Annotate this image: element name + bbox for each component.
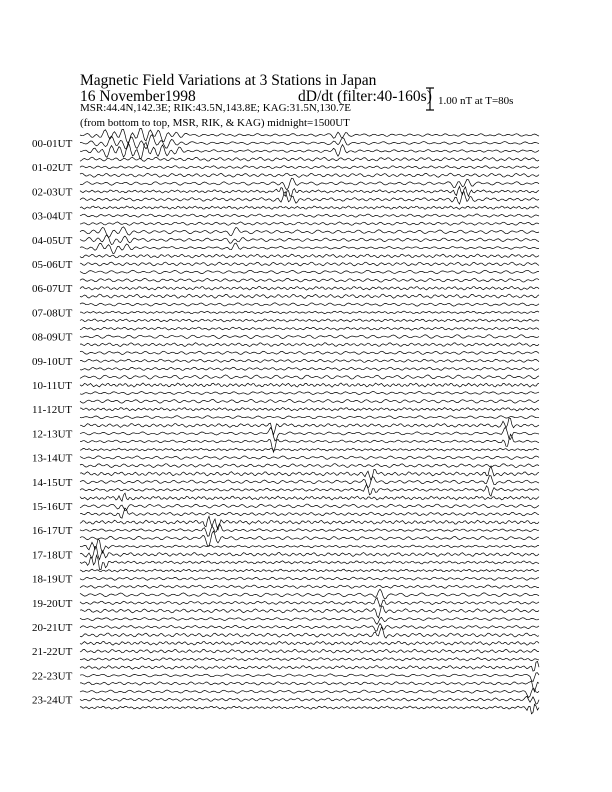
trace-row (32, 254, 539, 274)
row-label: 02-03UT (32, 186, 73, 199)
trace-kag (80, 627, 539, 638)
trace-row (32, 688, 539, 714)
row-label: 07-08UT (32, 307, 73, 320)
trace-kag (80, 367, 539, 370)
trace-row (32, 128, 539, 158)
trace-rik (80, 214, 539, 217)
row-label: 15-16UT (32, 501, 73, 513)
scale-bar (426, 88, 434, 110)
trace-rik (80, 235, 539, 245)
trace-rik (80, 623, 539, 631)
trace-kag (80, 508, 539, 518)
trace-kag (80, 343, 539, 347)
trace-msr (80, 493, 539, 501)
trace-kag (80, 434, 539, 452)
trace-row (32, 569, 539, 588)
row-label: 01-02UT (32, 162, 73, 175)
trace-rik (80, 408, 539, 411)
trace-rik (80, 649, 539, 653)
trace-row (32, 375, 539, 395)
trace-kag (80, 464, 539, 468)
trace-rik (80, 504, 539, 510)
trace-row (32, 303, 539, 322)
row-label: 16-17UT (32, 525, 73, 538)
trace-rik (80, 335, 539, 339)
trace-msr (80, 516, 539, 530)
trace-row (32, 206, 539, 225)
row-label: 00-01UT (32, 138, 73, 150)
trace-msr (80, 254, 539, 258)
row-label: 09-10UT (32, 355, 73, 368)
trace-kag (80, 484, 539, 496)
trace-kag (80, 658, 539, 661)
row-label: 21-22UT (32, 646, 73, 659)
trace-row (32, 327, 539, 346)
trace-rik (80, 598, 539, 607)
chart-component-filter: dD/dt (filter:40-160s) (298, 88, 432, 105)
row-label: 18-19UT (32, 573, 73, 586)
trace-kag (80, 606, 539, 618)
trace-msr (80, 688, 539, 697)
trace-row (32, 589, 539, 618)
trace-row (32, 641, 539, 661)
row-label: 19-20UT (32, 597, 73, 610)
trace-kag (80, 243, 539, 254)
trace-row (32, 418, 539, 452)
trace-order-note: (from bottom to top, MSR, RIK, & KAG) midnight=1500UT (80, 117, 350, 129)
trace-msr (80, 589, 539, 599)
scale-bar-label: 1.00 nT at T=80s (438, 95, 514, 107)
row-label: 20-21UT (32, 622, 73, 634)
trace-msr (80, 157, 539, 161)
trace-rik (80, 546, 539, 559)
trace-rik (80, 696, 539, 704)
trace-msr (80, 399, 539, 403)
trace-kag (80, 173, 539, 177)
trace-row (32, 661, 539, 691)
trace-msr (80, 617, 539, 624)
trace-row (32, 539, 539, 569)
trace-rik (80, 135, 539, 149)
trace-kag (80, 222, 539, 225)
row-label: 17-18UT (32, 549, 73, 562)
trace-msr (80, 227, 539, 238)
row-label: 23-24UT (32, 694, 73, 707)
trace-msr (80, 569, 539, 572)
row-label: 06-07UT (32, 283, 73, 296)
trace-kag (80, 142, 539, 158)
trace-msr (80, 327, 539, 330)
trace-msr (80, 303, 539, 306)
trace-rik (80, 186, 539, 196)
trace-row (32, 178, 539, 204)
chart-title: Magnetic Field Variations at 3 Stations in Japan (80, 72, 377, 89)
row-label: 12-13UT (32, 428, 73, 441)
trace-row (32, 157, 539, 177)
row-label: 08-09UT (32, 331, 73, 344)
trace-row (32, 351, 539, 370)
trace-rik (80, 286, 539, 290)
trace-row (32, 278, 539, 298)
trace-row (32, 466, 539, 496)
trace-msr (80, 448, 539, 451)
trace-rik (80, 311, 539, 314)
trace-rows (32, 128, 539, 713)
trace-kag (80, 319, 539, 322)
row-label: 04-05UT (32, 234, 73, 247)
trace-kag (80, 555, 539, 569)
trace-kag (80, 585, 539, 589)
trace-kag (80, 681, 539, 692)
trace-row (32, 448, 539, 467)
trace-row (32, 516, 539, 546)
trace-msr (80, 278, 539, 282)
trace-msr (80, 661, 539, 671)
trace-kag (80, 294, 539, 298)
row-label: 05-06UT (32, 259, 73, 271)
trace-kag (80, 416, 539, 419)
trace-row (32, 493, 539, 518)
trace-row (32, 617, 539, 638)
station-coordinates: MSR:44.4N,142.3E; RIK:43.5N,143.8E; KAG:31.5N,130.7E (80, 102, 352, 114)
trace-rik (80, 428, 539, 441)
trace-rik (80, 673, 539, 682)
trace-rik (80, 166, 539, 169)
trace-row (32, 227, 539, 254)
trace-kag (80, 531, 539, 546)
trace-row (32, 399, 539, 418)
trace-kag (80, 270, 539, 273)
trace-rik (80, 524, 539, 536)
trace-rik (80, 262, 539, 266)
row-label: 13-14UT (32, 452, 73, 465)
row-label: 10-11UT (32, 380, 72, 392)
trace-kag (80, 192, 539, 204)
trace-rik (80, 359, 539, 362)
row-label: 03-04UT (32, 210, 73, 223)
row-label: 14-15UT (32, 476, 73, 489)
trace-kag (80, 392, 539, 395)
trace-rik (80, 456, 539, 460)
trace-msr (80, 351, 539, 354)
trace-rik (80, 383, 539, 387)
trace-msr (80, 206, 539, 209)
row-label: 11-12UT (32, 404, 72, 417)
row-label: 22-23UT (32, 670, 73, 683)
trace-kag (80, 704, 539, 714)
chart-date: 16 November1998 (80, 88, 196, 105)
trace-msr (80, 466, 539, 480)
trace-msr (80, 178, 539, 190)
trace-rik (80, 577, 539, 580)
trace-msr (80, 375, 539, 379)
trace-msr (80, 539, 539, 553)
trace-msr (80, 641, 539, 645)
trace-rik (80, 476, 539, 488)
